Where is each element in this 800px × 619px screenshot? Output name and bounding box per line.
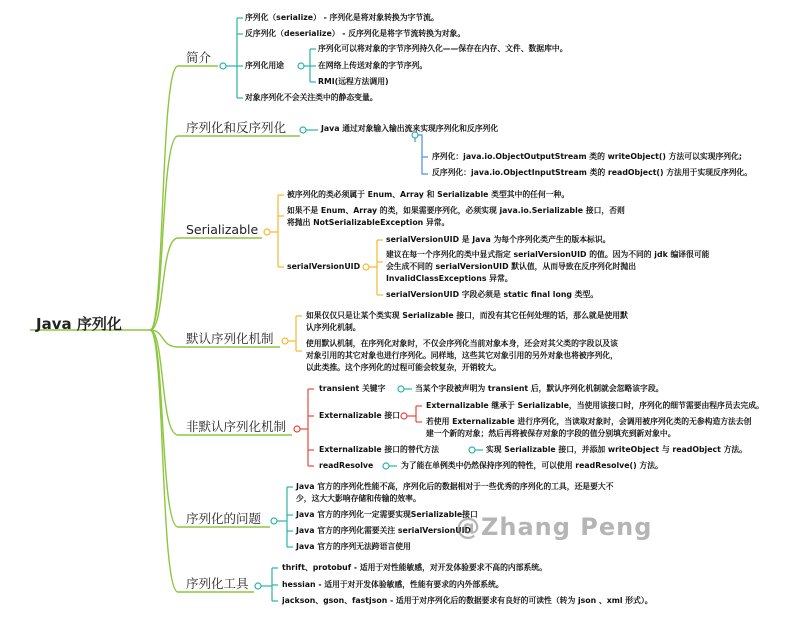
root-branch-connector: [150, 66, 178, 330]
branch-ser-deser[interactable]: 序列化和反序列化: [186, 120, 287, 135]
ser-deser-node-dot[interactable]: [300, 127, 306, 133]
serializable-line2b: 将抛出 NotSerializableException 异常。: [287, 218, 450, 227]
root-node[interactable]: Java 序列化: [36, 315, 122, 333]
branch-serializable[interactable]: Serializable: [186, 222, 259, 237]
default-p1a: 如果仅仅只是让某个类实现 Serializable 接口，而没有其它任何处理的话，那么就是使用默: [306, 311, 628, 320]
uid-line2a: 建议在每一个序列化的类中显式指定 serialVersionUID 的值。因为不同的 jdk 编译很可能: [386, 250, 710, 259]
externalizable-desc2b: 建一个新的对象；然后再将被保存对象的字段的值分别填充到新对象中。: [426, 429, 676, 438]
root-branch-connector: [150, 238, 178, 330]
intro-usage-label[interactable]: 序列化用途: [245, 61, 284, 70]
usage-item-2: 在网络上传送对象的字节序列。: [318, 61, 428, 70]
uid-line2c: InvalidClassExceptions 异常。: [386, 274, 513, 283]
problems-l4: Java 官方的序列无法跨语言使用: [296, 542, 411, 551]
problems-l1a: Java 官方的序列化性能不高，序列化后的数据相对于一些优秀的序列化的工具，还是要大不: [296, 482, 614, 491]
intro-serialize: 序列化（serialize） - 序列化是将对象转换为字节流。: [245, 13, 439, 22]
default-p2b: 对象引用的其它对象也进行序列化。同样地，这些其它对象引用的另外对象也将被序列化，: [306, 351, 618, 360]
branch-problems[interactable]: 序列化的问题: [186, 511, 262, 526]
problems-l3: Java 官方的序列化需要关注 serialVersionUID: [296, 526, 471, 535]
tools-l3: jackson、gson、fastjson - 适用于对序列化后的数据要求有良好的可读性（转为 json 、xml 形式）。: [282, 596, 653, 605]
tools-l1: thrift、protobuf - 适用于对性能敏感，对开发体验要求不高的内部系统。: [282, 563, 547, 572]
uid-line1: serialVersionUID 是 Java 为每个序列化类产生的版本标识。: [386, 235, 611, 244]
transient-desc: 当某个字段被声明为 transient 后，默认序列化机制就会忽略该字段。: [415, 384, 664, 393]
transient-label[interactable]: transient 关键字: [319, 384, 386, 393]
externalizable-desc1: Externalizable 继承于 Serializable，当使用该接口时，序列化的细节需要由程序员去完成。: [426, 401, 764, 410]
ser-deser-serialize: 序列化：java.io.ObjectOutputStream 类的 writeObject() 方法可以实现序列化;: [432, 152, 742, 161]
externalizable-alt-label[interactable]: Externalizable 接口的替代方法: [319, 445, 440, 454]
intro-deserialize: 反序列化（deserialize） - 反序列化是将字节流转换为对象。: [245, 29, 466, 38]
default-p1b: 认序列化机制。: [306, 323, 361, 332]
alt-node-dot[interactable]: [469, 447, 475, 453]
branch-intro[interactable]: 简介: [186, 50, 212, 65]
default-p2c: 以此类推。这个序列化的过程可能会较复杂，开销较大。: [306, 363, 501, 372]
problems-l2: Java 官方的序列化一定需要实现Serializable接口: [296, 510, 478, 519]
serializable-line1: 被序列化的类必须属于 Enum、Array 和 Serializable 类型其中的任何一种。: [287, 190, 570, 199]
uid-line2b: 会生成不同的 serialVersionUID 默认值，从而导致在反序列化时抛出: [386, 262, 637, 271]
externalizable-alt-desc: 实现 Serializable 接口，并添加 writeObject 与 readObject 方法。: [486, 445, 747, 454]
serializable-line2a: 如果不是 Enum、Array 的类，如果需要序列化，必须实现 java.io.Serializable 接口，否则: [287, 206, 625, 215]
branch-non-default-mechanism[interactable]: 非默认序列化机制: [186, 419, 287, 434]
tools-node-dot[interactable]: [255, 583, 261, 589]
watermark: @Zhang Peng: [456, 513, 653, 541]
transient-node-dot[interactable]: [398, 386, 404, 392]
serializable-node-dot[interactable]: [264, 229, 270, 235]
externalizable-label[interactable]: Externalizable 接口: [319, 411, 401, 420]
usage-node-dot[interactable]: [298, 63, 304, 69]
ser-deser-deserialize: 反序列化：java.io.ObjectInputStream 类的 readObject() 方法用于实现反序列化。: [432, 168, 753, 177]
readresolve-label[interactable]: readResolve: [319, 461, 374, 470]
ser-deser-connector: [418, 135, 428, 174]
branch-default-mechanism[interactable]: 默认序列化机制: [186, 331, 274, 346]
problems-node-dot[interactable]: [271, 518, 277, 524]
tools-l2: hessian - 适用于对开发体验敏感，性能有要求的内外部系统。: [282, 580, 504, 589]
problems-l1b: 少，这大大影响存储和传输的效率。: [296, 494, 421, 503]
default-p2a: 使用默认机制，在序列化对象时，不仅会序列化当前对象本身，还会对其父类的字段以及该: [306, 339, 618, 348]
non-default-node-dot[interactable]: [294, 426, 300, 432]
usage-item-1: 序列化可以将对象的字节序列持久化——保存在内存、文件、数据库中。: [318, 44, 568, 53]
root-branch-connector: [150, 330, 178, 435]
usage-item-3: RMI(远程方法调用): [318, 77, 389, 86]
branch-tools[interactable]: 序列化工具: [186, 576, 249, 591]
serialversionuid-label[interactable]: serialVersionUID: [287, 262, 361, 271]
intro-node-dot[interactable]: [220, 63, 226, 69]
externalizable-node-dot[interactable]: [401, 413, 407, 419]
externalizable-desc2a: 若使用 Externalizable 进行序列化，当读取对象时，会调用被序列化类的无参构造方法去创: [426, 417, 752, 426]
intro-static-note: 对象序列化不会关注类中的静态变量。: [245, 93, 378, 102]
readresolve-desc: 为了能在单例类中仍然保持序列的特性，可以使用 readResolve() 方法。: [401, 461, 663, 470]
uid-node-dot[interactable]: [363, 264, 369, 270]
ser-deser-desc: Java 通过对象输入输出流来实现序列化和反序列化: [321, 124, 499, 133]
readresolve-node-dot[interactable]: [383, 463, 389, 469]
uid-line3: serialVersionUID 字段必须是 static final long 类型。: [386, 290, 599, 299]
root-branch-connector: [150, 330, 178, 592]
default-node-dot[interactable]: [282, 338, 288, 344]
